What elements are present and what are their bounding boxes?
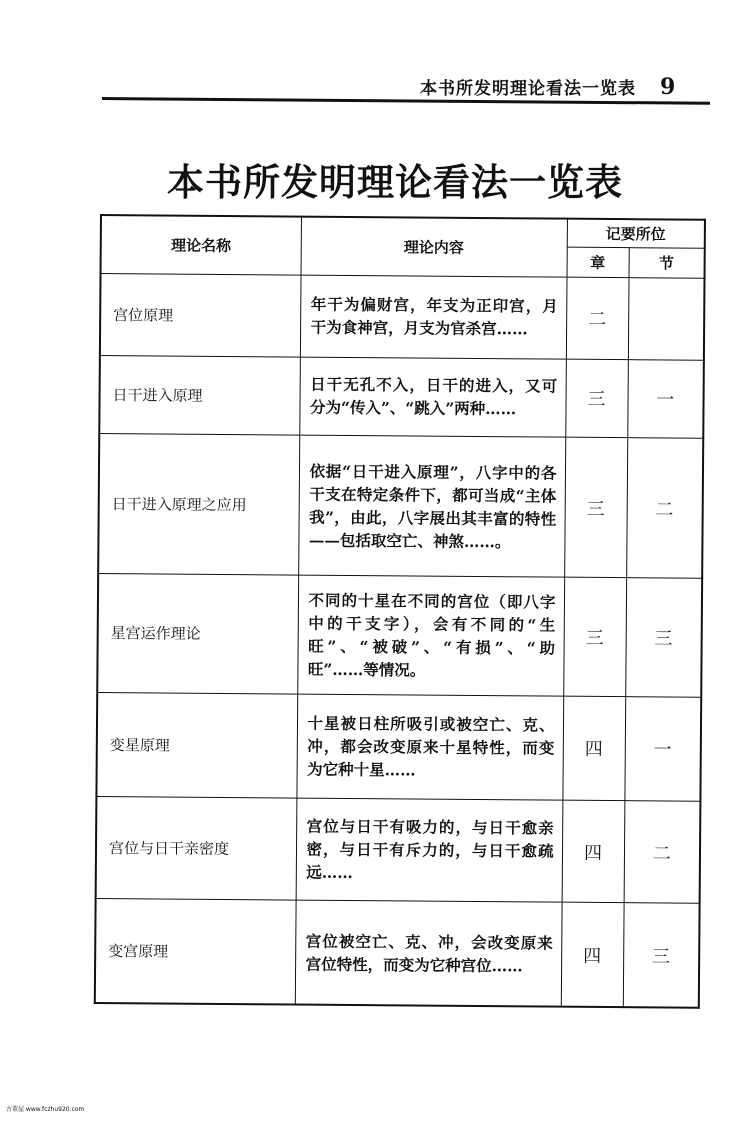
theory-content: 依据“日干进入原理”，八字中的各干支在特定条件下，都可当成“主体我”，由此，八字展出其丰富的特性——包括取空亡、神煞……。	[298, 435, 565, 577]
table-row	[95, 899, 700, 1008]
table-row	[96, 692, 701, 801]
col-header-chapter: 章	[567, 247, 629, 277]
table-row	[97, 574, 702, 697]
section-cell	[628, 277, 705, 360]
chapter-cell: 三	[565, 359, 628, 438]
source-watermark: 古董屋 www.fczhu920.com	[6, 1106, 85, 1113]
chapter-cell: 四	[562, 800, 625, 903]
theory-name: 变宫原理	[95, 899, 296, 1005]
col-header-content: 理论内容	[301, 217, 567, 277]
theory-content: 日干无孔不入，日干的进入，又可分为“传入”、“跳入”两种……	[299, 357, 566, 437]
theory-content: 十星被日柱所吸引或被空亡、克、冲，都会改变原来十星特性，而变为它种十星……	[296, 694, 563, 800]
page-title: 本书所发明理论看法一览表	[167, 161, 623, 204]
page-number: 9	[660, 74, 676, 100]
chapter-cell: 三	[563, 577, 626, 696]
chapter-cell: 四	[561, 902, 624, 1007]
table-row	[96, 796, 701, 903]
theory-name: 宫位与日干亲密度	[96, 796, 297, 900]
section-cell: 二	[626, 438, 703, 579]
theory-name: 宫位原理	[100, 273, 301, 357]
table-row	[98, 433, 703, 578]
col-header-name: 理论名称	[101, 215, 301, 275]
theory-content: 宫位被空亡、克、冲，会改变原来宫位特性，而变为它种宫位……	[295, 900, 562, 1006]
section-cell: 一	[627, 359, 704, 438]
section-cell: 一	[624, 696, 701, 801]
section-cell: 二	[624, 801, 701, 904]
theory-name: 变星原理	[96, 692, 297, 798]
running-header: 本书所发明理论看法一览表	[420, 79, 636, 99]
col-header-location: 记要所位	[567, 219, 705, 248]
theory-name: 日干进入原理之应用	[98, 433, 299, 575]
theory-content: 宫位与日干有吸力的，与日干愈亲密，与日干有斥力的，与日干愈疏远……	[296, 798, 563, 902]
theory-content: 年干为偏财宫，年支为正印宫，月干为食神宫，月支为官杀宫……	[300, 275, 567, 359]
col-header-section: 节	[629, 247, 705, 278]
section-cell: 三	[623, 903, 700, 1008]
theory-name: 星宫运作理论	[97, 574, 298, 694]
section-cell: 三	[625, 578, 702, 697]
chapter-cell: 四	[562, 696, 625, 801]
table-row	[99, 355, 704, 438]
table-row	[100, 273, 705, 360]
theory-name: 日干进入原理	[99, 355, 300, 435]
theory-table	[94, 214, 706, 1009]
chapter-cell: 三	[564, 437, 627, 578]
theory-content: 不同的十星在不同的宫位（即八字中的干支字），会有不同的“生旺”、“被破”、“有损”、“助旺”……等情况。	[297, 575, 564, 695]
theory-table-wrapper	[94, 214, 704, 1009]
chapter-cell: 二	[566, 277, 629, 360]
